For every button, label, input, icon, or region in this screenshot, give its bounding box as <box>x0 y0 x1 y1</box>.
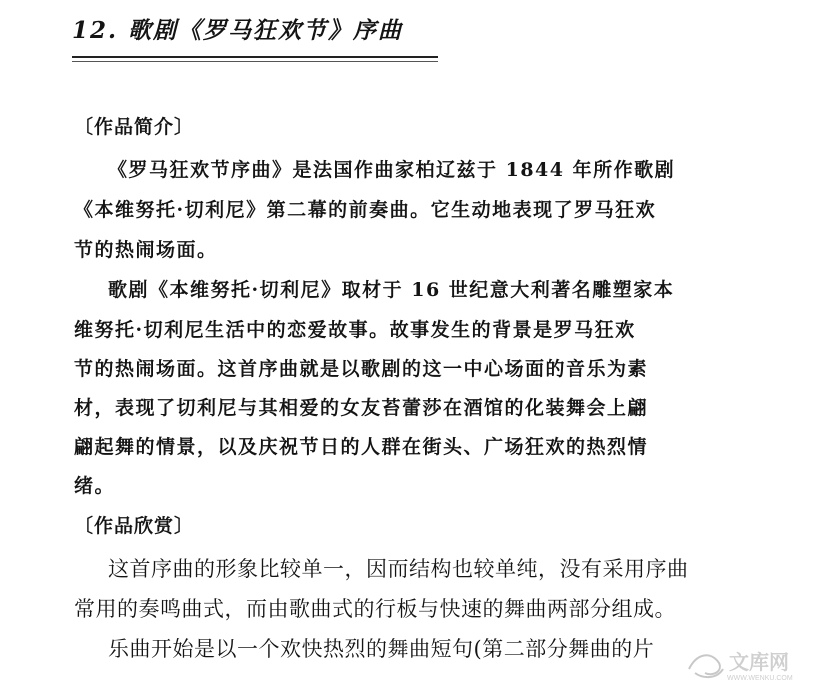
watermark-url: WWW.WENKU.COM <box>727 675 793 682</box>
intro-para2-line2: 维努托·切利尼生活中的恋爱故事。故事发生的背景是罗马狂欢 <box>74 319 636 341</box>
intro-para2-line1: 歌剧《本维努托·切利尼》取材于 16 世纪意大利著名雕塑家本 <box>108 279 675 301</box>
section-title: 12. 歌剧《罗马狂欢节》序曲 <box>72 17 404 44</box>
intro-para1-line2: 《本维努托·切利尼》第二幕的前奏曲。它生动地表现了罗马狂欢 <box>74 199 657 221</box>
appreciation-heading: 〔作品欣赏〕 <box>74 515 195 537</box>
intro-para2-line6: 绪。 <box>74 475 116 497</box>
intro-para1-line1: 《罗马狂欢节序曲》是法国作曲家柏辽兹于 1844 年所作歌剧 <box>108 159 676 181</box>
appreciation-para1-line1: 这首序曲的形象比较单一，因而结构也较单纯，没有采用序曲 <box>108 557 689 581</box>
intro-heading: 〔作品简介〕 <box>74 116 195 138</box>
site-watermark-logo <box>683 643 813 683</box>
appreciation-para2-line1: 乐曲开始是以一个欢快热烈的舞曲短句(第二部分舞曲的片 <box>108 637 655 661</box>
title-underline <box>72 56 438 58</box>
intro-para2-line5: 翩起舞的情景，以及庆祝节日的人群在街头、广场狂欢的热烈情 <box>74 436 649 458</box>
intro-para1-line3: 节的热闹场面。 <box>74 239 218 261</box>
intro-para2-line3: 节的热闹场面。这首序曲就是以歌剧的这一中心场面的音乐为素 <box>74 358 649 380</box>
appreciation-para1-line2: 常用的奏鸣曲式，而由歌曲式的行板与快速的舞曲两部分组成。 <box>74 597 676 621</box>
watermark-text: 文库网 <box>729 652 789 674</box>
intro-para2-line4: 材，表现了切利尼与其相爱的女友苔蕾莎在酒馆的化装舞会上翩 <box>74 397 649 419</box>
title-underline-thin <box>72 61 438 62</box>
